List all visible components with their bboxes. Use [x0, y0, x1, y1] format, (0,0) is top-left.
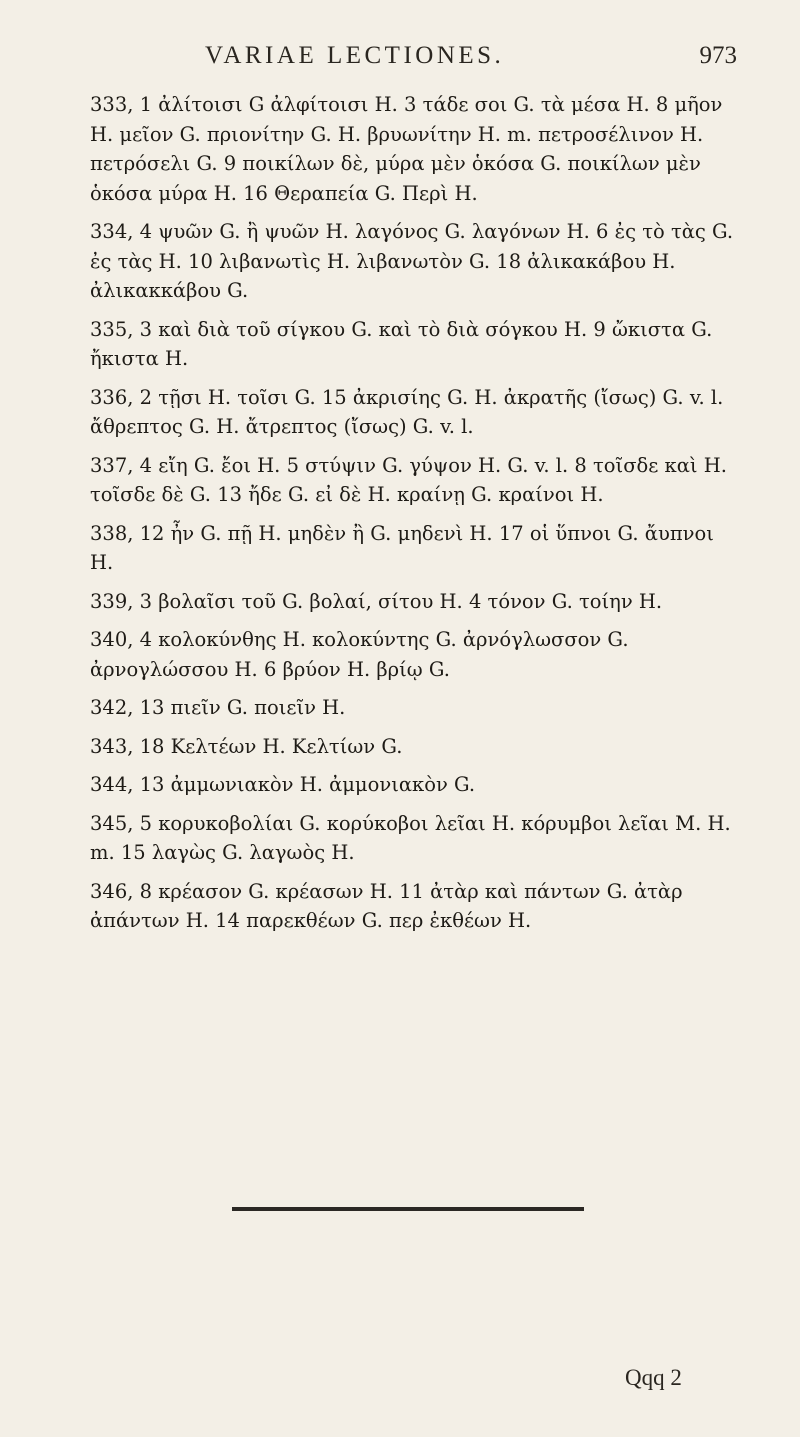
entry-344: 344, 13 ἀμμωνιακὸν H. ἀμμονιακὸν G. [90, 773, 476, 796]
closing-rule [232, 1207, 584, 1211]
entry-343: 343, 18 Κελτέων H. Κελτίων G. [90, 734, 403, 758]
entry-337: 337, 4 εἴη G. ἔοι H. 5 στύψιν G. γύψον H. G. v. l. 8 τοῖσδε καὶ H. τοῖσδε δὲ G. 13 ἤδε G. εἰ δὲ H. κραίνῃ G. κραίνοι H. [90, 453, 727, 506]
page-header [0, 40, 800, 80]
entry-339: 339, 3 βολαῖσι τοῦ G. βολαί, σίτου H. 4 τόνον G. τοίην H. [90, 589, 663, 613]
entry-338: 338, 12 ἦν G. πῇ H. μηδὲν ἢ G. μηδενὶ H. 17 οἱ ὕπνοι G. ἄυπνοι H. [90, 521, 714, 574]
running-title: VARIAE LECTIONES. [205, 42, 505, 69]
entry-340: 340, 4 κολοκύνθης H. κολοκύντης G. ἀρνόγλωσσον G. ἀρνογλώσσου H. 6 βρύον H. βρίῳ G. [90, 628, 629, 681]
page-number: 973 [699, 42, 737, 69]
variant-readings [90, 90, 742, 945]
signature-mark: Qqq 2 [625, 1365, 682, 1390]
entry-345: 345, 5 κορυκοβολίαι G. κορύκοβοι λεῖαι H. κόρυμβοι λεῖαι M. H. m. 15 λαγὼς G. λαγωὸς H. [90, 811, 731, 864]
entry-346: 346, 8 κρέασον G. κρέασων H. 11 ἀτὰρ καὶ πάντων G. ἀτὰρ ἀπάντων H. 14 παρεκθέων G. περ ἐκθέων H. [90, 879, 683, 932]
entry-333: 333, 1 ἀλίτοισι G ἀλφίτοισι H. 3 τάδε σοι G. τὰ μέσα H. 8 μῆον H. μεῖον G. πριονίτην G. H. βρυωνίτην H. m. πετροσέλινον H. πετρόσελι G. 9 ποικίλων δὲ, μύρα μὲν ὁκόσα G. ποικίλων μὲν ὁκόσα μύρα H. 16 Θεραπεία G. Περὶ H. [90, 93, 723, 205]
entry-342: 342, 13 πιεῖν G. ποιεῖν H. [90, 696, 346, 719]
entry-335: 335, 3 καὶ διὰ τοῦ σίγκου G. καὶ τὸ διὰ σόγκου H. 9 ὤκιστα G. ἤκιστα H. [90, 317, 713, 370]
entry-336: 336, 2 τῇσι H. τοῖσι G. 15 ἀκρισίης G. H. ἀκρατῆς (ἴσως) G. v. l. ἄθρεπτος G. H. ἄτρεπτος (ἴσως) G. v. l. [90, 385, 724, 438]
entry-334: 334, 4 ψυῶν G. ἢ ψυῶν H. λαγόνος G. λαγόνων H. 6 ἐς τὸ τὰς G. ἐς τὰς H. 10 λιβανωτὶς H. λιβανωτὸν G. 18 ἀλικακάβου H. ἀλικακκάβου G. [90, 220, 734, 302]
